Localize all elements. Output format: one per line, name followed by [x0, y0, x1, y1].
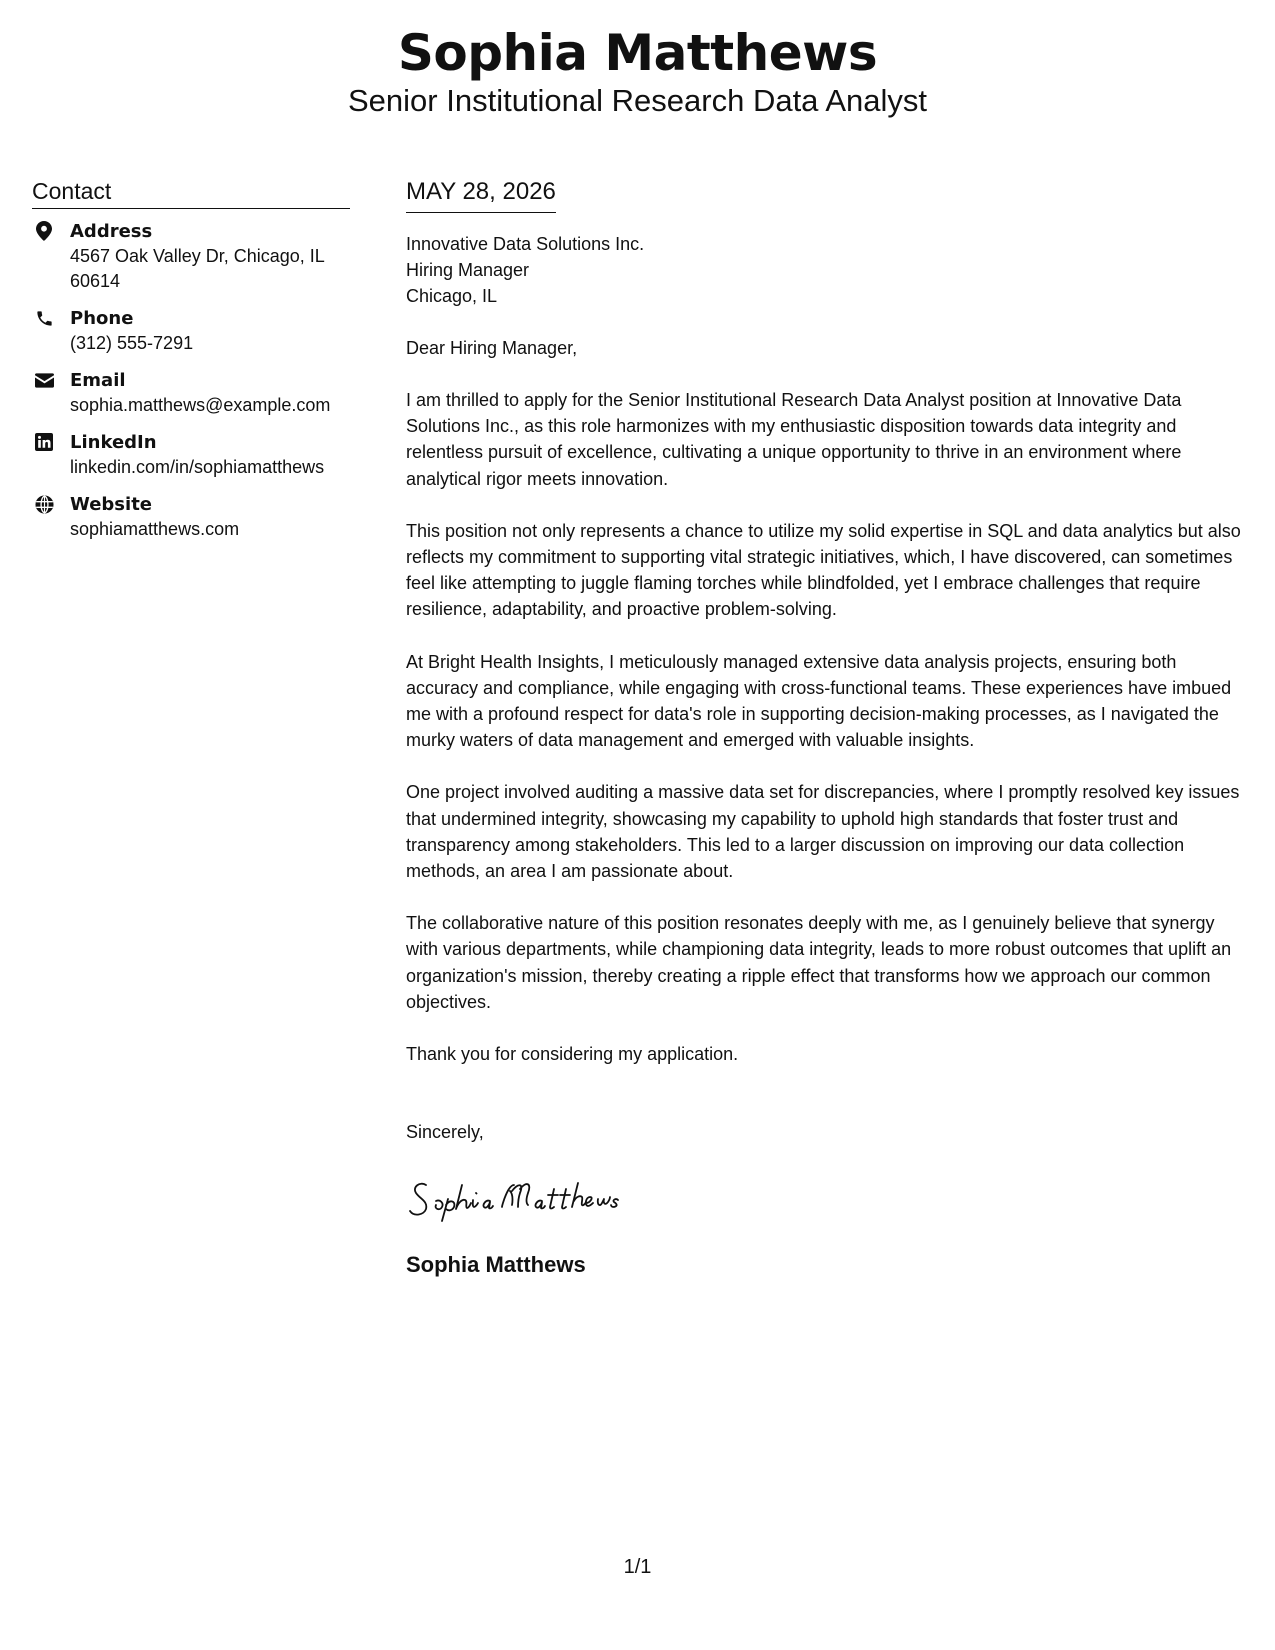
salutation: Dear Hiring Manager,: [406, 338, 578, 358]
signed-name: Sophia Matthews: [406, 1252, 586, 1278]
contact-item-website: [32, 492, 350, 542]
body-paragraph: One project involved auditing a massive data set for discrepancies, where I promptly resolved key issues that undermined integrity, showcasing my capability to uphold high standards that foster trust and transparency among stakeholders. This led to a larger discussion on improving our data collection methods, an area I am passionate about.: [406, 782, 1240, 882]
applicant-title: Senior Institutional Research Data Analyst: [348, 83, 927, 118]
contact-heading: Contact: [32, 176, 350, 209]
thank-you-line: Thank you for considering my application.: [406, 1044, 739, 1065]
recipient-company: Innovative Data Solutions Inc.: [406, 234, 645, 254]
phone-icon: [34, 308, 54, 328]
email-label: Email: [70, 370, 126, 391]
phone-value: (312) 555-7291: [70, 333, 194, 353]
linkedin-label: LinkedIn: [70, 432, 157, 453]
recipient-role: Hiring Manager: [406, 260, 530, 280]
phone-label: Phone: [70, 308, 134, 329]
letter-body: [406, 176, 1246, 1280]
page-indicator: 1/1: [623, 1556, 652, 1578]
handwritten-signature: [406, 1171, 666, 1227]
globe-icon: [34, 494, 54, 514]
linkedin-icon: [34, 432, 54, 452]
contact-item-email: [32, 368, 350, 418]
website-label: Website: [70, 494, 153, 515]
contact-item-phone: [32, 306, 350, 356]
contact-item-address: [32, 219, 350, 294]
applicant-name: Sophia Matthews: [397, 24, 878, 82]
map-pin-icon: [34, 221, 54, 241]
contact-list: [32, 219, 350, 542]
recipient-location: Chicago, IL: [406, 286, 498, 306]
letter-header: [0, 24, 1275, 120]
address-label: Address: [70, 221, 153, 242]
email-value: sophia.matthews@example.com: [70, 395, 331, 415]
body-paragraph: This position not only represents a chance to utilize my solid expertise in SQL and data analytics but also reflects my commitment to supporting vital strategic initiatives, which, I have discovered, can sometimes feel like attempting to juggle flaming torches while blindfolded, yet I embrace challenges that require resilience, adaptability, and proactive problem-solving.: [406, 520, 1241, 620]
envelope-icon: [34, 370, 54, 390]
contact-sidebar: [32, 176, 350, 554]
letter-date: MAY 28, 2026: [406, 176, 556, 213]
body-paragraph: At Bright Health Insights, I meticulously managed extensive data analysis projects, ensuring both accuracy and compliance, while engaging with cross-functional teams. These experiences have imbued me with a profound respect for data's role in supporting decision-making processes, as I navigated the murky waters of data management and emerged with valuable insights.: [406, 651, 1232, 751]
website-value: sophiamatthews.com: [70, 519, 240, 539]
closing: Sincerely,: [406, 1122, 484, 1143]
linkedin-value: linkedin.com/in/sophiamatthews: [70, 457, 325, 477]
address-value: 4567 Oak Valley Dr, Chicago, IL 60614: [70, 246, 325, 291]
body-paragraph: I am thrilled to apply for the Senior Institutional Research Data Analyst position at Innovative Data Solutions Inc., as this role harmonizes with my enthusiastic disposition towards data integrity and relentless pursuit of excellence, cultivating a unique opportunity to thrive in an environment where analytical rigor meets innovation.: [406, 390, 1182, 489]
contact-item-linkedin: [32, 430, 350, 480]
recipient-block: [406, 231, 1246, 309]
body-paragraph: The collaborative nature of this position resonates deeply with me, as I genuinely believe that synergy with various departments, while championing data integrity, leads to more robust outcomes that uplift an organization's mission, thereby creating a ripple effect that transforms how we approach our common objectives.: [406, 913, 1232, 1012]
